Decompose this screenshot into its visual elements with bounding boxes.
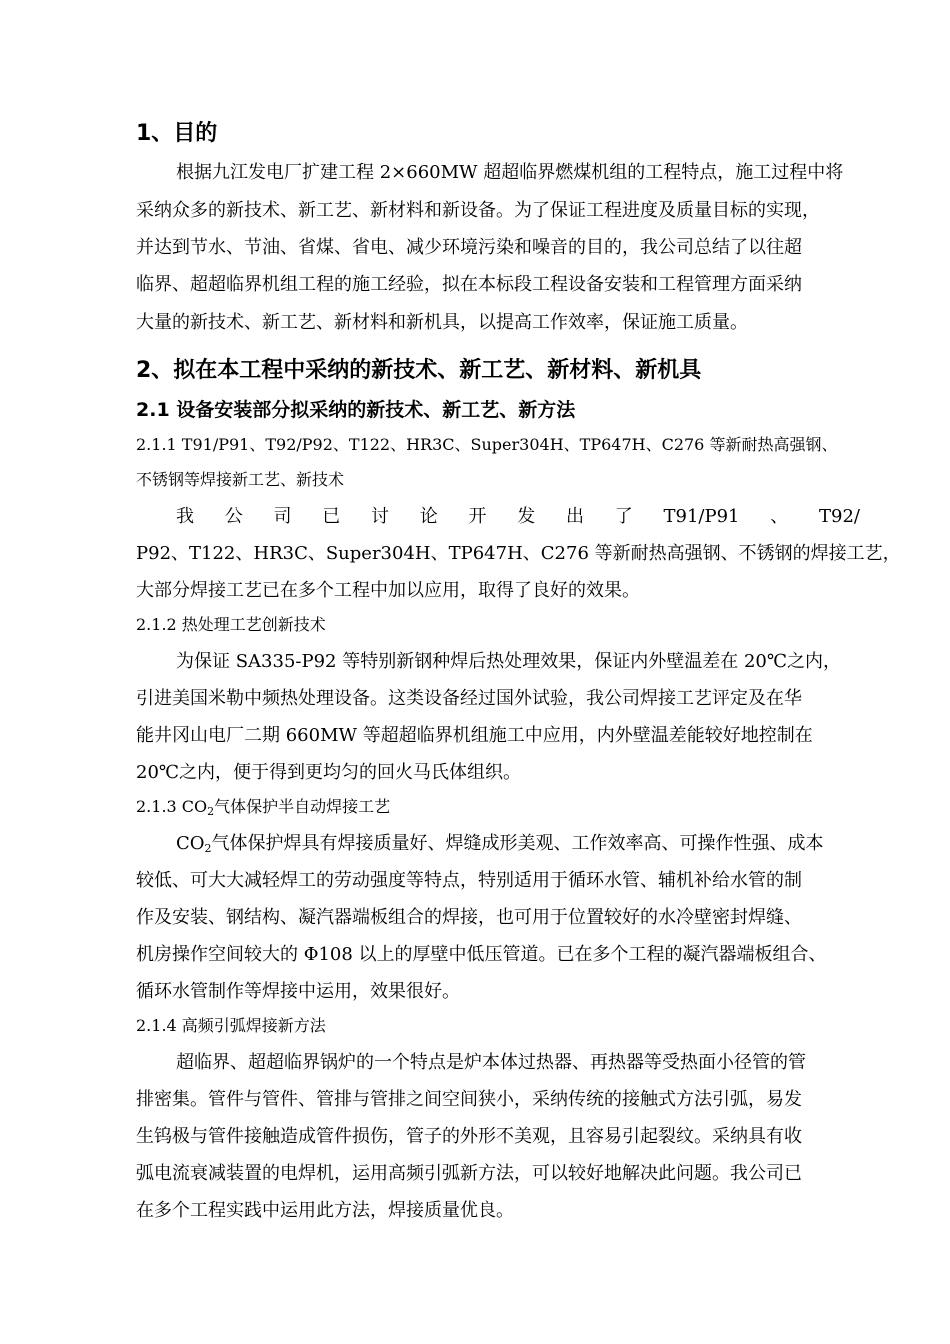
paragraph-line: 并达到节水、节油、省煤、省电、减少环境污染和噪音的目的，我公司总结了以往超	[136, 237, 802, 258]
section-2-1-1-heading-line: 不锈钢等焊接新工艺、新技术	[136, 470, 345, 489]
justified-word: T92/	[819, 506, 860, 527]
paragraph-line: 排密集。管件与管件、管排与管排之间空间狭小，采纳传统的接触式方法引弧，易发	[136, 1089, 802, 1110]
justified-word: 我	[176, 506, 194, 527]
section-2-1-heading: 2.1 设备安装部分拟采纳的新技术、新工艺、新方法	[136, 399, 576, 421]
justified-word: 已	[322, 506, 341, 527]
paragraph-line: 作及安装、钢结构、凝汽器端板组合的焊接，也可用于位置较好的水冷壁密封焊缝、	[136, 907, 802, 928]
section-2-1-1-heading-line: 2.1.1 T91/P91、T92/P92、T122、HR3C、Super304H、TP647H、C276 等新耐热高强钢、	[136, 435, 838, 454]
paragraph-line: 为保证 SA335-P92 等特别新钢种焊后热处理效果，保证内外壁温差在 20℃之内，	[176, 651, 841, 672]
section-1-heading: 1、目的	[136, 121, 218, 146]
justified-word: T91/P91	[663, 506, 740, 527]
text: 气体保护焊具有焊接质量好、焊缝成形美观、工作效率高、可操作性强、成本	[211, 833, 824, 854]
subscript: 2	[204, 842, 212, 855]
justified-word: 了	[614, 506, 633, 527]
paragraph-line: 根据九江发电厂扩建工程 2×660MW 超超临界燃煤机组的工程特点，施工过程中将	[176, 162, 844, 183]
paragraph-line: 较低、可大大减轻焊工的劳动强度等特点，特别适用于循环水管、辅机补给水管的制	[136, 870, 802, 891]
heading-text: 气体保护半自动焊接工艺	[214, 797, 391, 816]
paragraph-line: 弧电流衰减装置的电焊机，运用高频引弧新方法，可以较好地解决此问题。我公司已	[136, 1163, 802, 1184]
section-2-1-2-heading: 2.1.2 热处理工艺创新技术	[136, 615, 326, 634]
justified-word: 发	[517, 506, 536, 527]
paragraph-line: P92、T122、HR3C、Super304H、TP647H、C276 等新耐热高强钢、不锈钢的焊接工艺，	[136, 543, 901, 564]
section-2-heading: 2、拟在本工程中采纳的新技术、新工艺、新材料、新机具	[136, 358, 702, 383]
text: CO	[176, 833, 205, 854]
justified-word: 、	[770, 506, 789, 527]
justified-line	[176, 505, 860, 529]
paragraph-line: 生钨极与管件接触造成管件损伤，管子的外形不美观，且容易引起裂纹。采纳具有收	[136, 1126, 802, 1147]
paragraph-line: 循环水管制作等焊接中运用，效果很好。	[136, 981, 460, 1002]
justified-word: 公	[224, 506, 243, 527]
heading-text: 2.1.3 CO	[136, 797, 208, 816]
section-2-1-3-heading	[136, 796, 390, 818]
paragraph-line: 20℃之内，便于得到更均匀的回火马氏体组织。	[136, 762, 522, 783]
paragraph-line: 大部分焊接工艺已在多个工程中加以应用，取得了良好的效果。	[136, 580, 640, 601]
paragraph-line: 引进美国米勒中频热处理设备。这类设备经过国外试验，我公司焊接工艺评定及在华	[136, 688, 802, 709]
justified-word: 论	[419, 506, 438, 527]
paragraph-line: 采纳众多的新技术、新工艺、新材料和新设备。为了保证工程进度及质量目标的实现，	[136, 200, 820, 221]
justified-word: 开	[468, 506, 487, 527]
subscript: 2	[207, 805, 215, 818]
paragraph-line: 临界、超超临界机组工程的施工经验，拟在本标段工程设备安装和工程管理方面采纳	[136, 274, 802, 295]
justified-word: 讨	[371, 506, 389, 527]
paragraph-line: 大量的新技术、新工艺、新材料和新机具，以提高工作效率，保证施工质量。	[136, 312, 748, 333]
paragraph-line: 能井冈山电厂二期 660MW 等超超临界机组施工中应用，内外壁温差能较好地控制在	[136, 725, 813, 746]
paragraph-line	[176, 832, 824, 856]
paragraph-line: 机房操作空间较大的 Φ108 以上的厚壁中低压管道。已在多个工程的凝汽器端板组合、	[136, 944, 827, 965]
paragraph-line: 超临界、超超临界锅炉的一个特点是炉本体过热器、再热器等受热面小径管的管	[176, 1052, 806, 1073]
justified-word: 出	[566, 506, 584, 527]
section-2-1-4-heading: 2.1.4 高频引弧焊接新方法	[136, 1016, 326, 1035]
paragraph-line: 在多个工程实践中运用此方法，焊接质量优良。	[136, 1200, 514, 1221]
justified-word: 司	[273, 506, 292, 527]
